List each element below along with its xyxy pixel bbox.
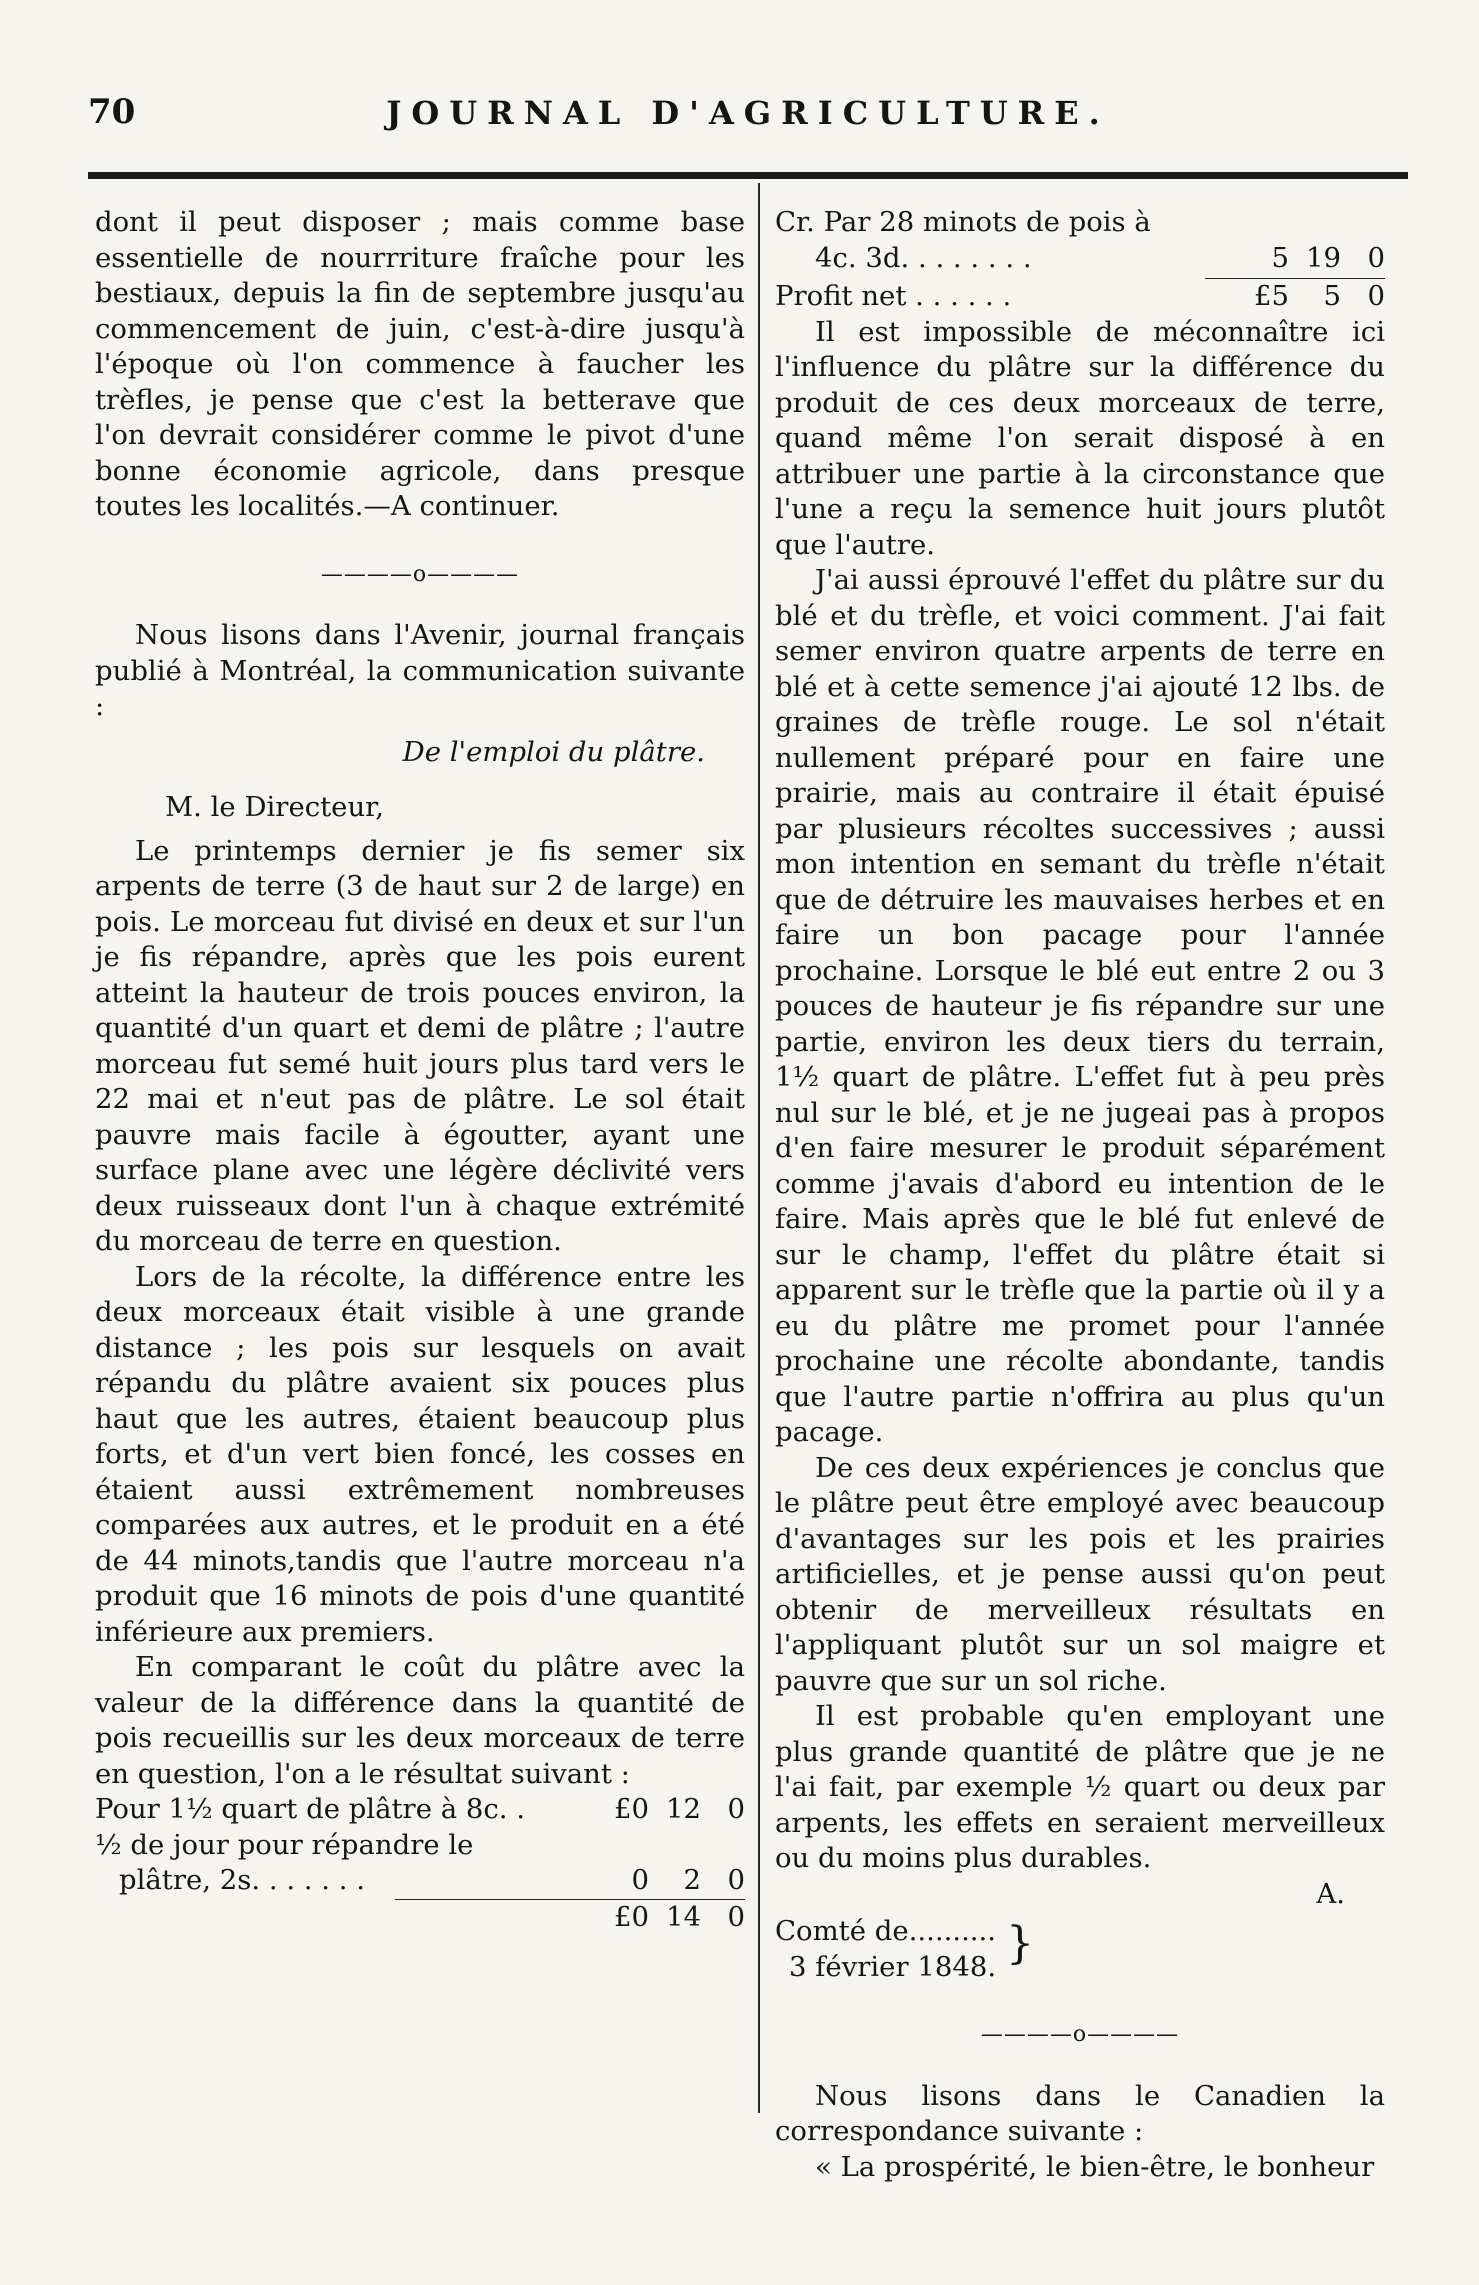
column-divider (758, 183, 760, 2113)
account-label: Cr. Par 28 minots de pois à (775, 206, 1151, 238)
page-header (88, 92, 1408, 148)
amount-shillings: 12 (666, 1793, 701, 1825)
account-label: Profit net . . . . . . (775, 280, 1012, 312)
amount-pounds: 5 (1271, 241, 1289, 274)
paragraph: De ces deux expériences je conclus que le plâtre peut être employé avec beaucoup d'avantages sur les pois et les prairies artificielles, et je pense aussi qu'on peut obtenir de merveilleux résultats en l'appliquant plutôt sur un sol maigre et pauvre que sur un sol riche. (775, 1451, 1385, 1697)
right-column (775, 205, 1385, 2185)
running-title: JOURNAL D'AGRICULTURE. (386, 94, 1110, 132)
brace-glyph: } (1006, 1918, 1035, 1969)
net-shillings: 5 (1323, 280, 1341, 312)
header-rule (88, 172, 1408, 179)
left-column (95, 205, 745, 1935)
total-shillings: 14 (666, 1900, 701, 1933)
account-label: 4c. 3d. . . . . . . . (815, 241, 1032, 274)
total-pence: 0 (727, 1900, 745, 1933)
total-pounds: £0 (614, 1900, 649, 1933)
account-table-credit (775, 205, 1385, 315)
account-label: plâtre, 2s. . . . . . . (119, 1864, 365, 1896)
salutation: M. le Directeur, (165, 791, 385, 823)
account-net-row (775, 279, 1385, 315)
dateline-date: 3 février 1848. (789, 1950, 997, 1983)
account-row (95, 1863, 745, 1899)
account-row (775, 205, 1385, 241)
account-table (95, 1792, 745, 1935)
amount-shillings: 2 (683, 1864, 701, 1896)
dateline-place: Comté de.......... (775, 1915, 997, 1947)
amount-pence: 0 (727, 1793, 745, 1825)
paragraph: Il est probable qu'en employant une plus grande quantité de plâtre que je ne l'ai fait, par exemple ½ quart ou deux par arpents, les effets en seraient merveilleux ou du moins plus durables. (775, 1700, 1385, 1874)
account-label: ½ de jour pour répandre le (95, 1828, 474, 1861)
paragraph: Il est impossible de méconnaître ici l'influence du plâtre sur la différence du produit de ces deux morceaux de terre, quand même l'on serait disposé à en attribuer une partie à la circonstance que l'une a reçu la semence huit jours plutôt que l'autre. (775, 315, 1385, 561)
page-number: 70 (88, 92, 136, 132)
net-pence: 0 (1367, 280, 1385, 312)
article-intro: Nous lisons dans l'Avenir, journal français publié à Montréal, la communication suivante : (95, 619, 745, 722)
article-intro: Nous lisons dans le Canadien la correspondance suivante : (775, 2079, 1385, 2147)
account-row (95, 1828, 745, 1864)
account-row (775, 241, 1385, 277)
account-row (95, 1792, 745, 1828)
section-separator: ————o———— (980, 2022, 1180, 2047)
signature: A. (1316, 1877, 1345, 1910)
account-total-row (395, 1899, 745, 1936)
paragraph: Le printemps dernier je fis semer six arpents de terre (3 de haut sur 2 de large) en pois. Le morceau fut divisé en deux et sur l'un je fis répandre, après que les pois eurent atteint la hauteur de trois pouces environ, la quantité d'un quart et demi de plâtre ; l'autre morceau fut semé huit jours plus tard vers le 22 mai et n'eut pas de plâtre. Le sol était pauvre mais facile à égoutter, ayant une surface plane avec une légère déclivité vers deux ruisseaux dont l'un à chaque extrémité du morceau de terre en question. (95, 834, 745, 1257)
amount-pence: 0 (727, 1864, 745, 1896)
paragraph: dont il peut disposer ; mais comme base essentielle de nourrriture fraîche pour les bestiaux, depuis la fin de septembre jusqu'au commencement de juin, c'est-à-dire jusqu'à l'époque où l'on commence à faucher les trèfles, je pense que c'est la betterave que l'on devrait considérer comme le pivot d'une bonne économie agricole, dans presque toutes les localités.—A continuer. (95, 206, 745, 522)
account-label: Pour 1½ quart de plâtre à 8c. . (95, 1793, 525, 1825)
amount-pounds: £0 (614, 1793, 649, 1825)
dateline (775, 1914, 1385, 1985)
amount-shillings: 19 (1306, 241, 1341, 274)
net-pounds: £5 (1254, 280, 1289, 312)
paragraph: Lors de la récolte, la différence entre les deux morceaux était visible à une grande distance ; les pois sur lesquels on avait répandu du plâtre avaient six pouces plus haut que les autres, étaient beaucoup plus forts, et d'un vert bien foncé, les cosses en étaient aussi extrêmement nombreuses comparées aux autres, et le produit en a été de 44 minots,tandis que l'autre morceau n'a produit que 16 minots de pois d'une quantité inférieure aux premiers. (95, 1260, 745, 1648)
quote-opening: « La prospérité, le bien-être, le bonheur (815, 2150, 1375, 2183)
paragraph: J'ai aussi éprouvé l'effet du plâtre sur du blé et du trèfle, et voici comment. J'ai fait semer environ quatre arpents de terre en blé et à cette semence j'ai ajouté 12 lbs. de graines de trèfle rouge. Le sol n'était nullement préparé pour en faire une prairie, mais au contraire il était épuisé par plusieurs récoltes successives ; aussi mon intention en semant du trèfle n'était que de détruire les mauvaises herbes et en faire un bon pacage pour l'année prochaine. Lorsque le blé eut entre 2 ou 3 pouces de hauteur je fis répandre sur une partie, environ les deux tiers du terrain, 1½ quart de plâtre. L'effet fut à peu près nul sur le blé, et je ne jugeai pas à propos d'en faire mesurer le produit séparément comme j'avais d'abord eu intention de le faire. Mais après que le blé fut enlevé de sur le champ, l'effet du plâtre était si apparent sur le trèfle que la partie où il y a eu du plâtre me promet pour l'année prochaine une récolte abondante, tandis que l'autre partie n'offrira au plus qu'un pacage. (775, 564, 1385, 1448)
paragraph: En comparant le coût du plâtre avec la valeur de la différence dans la quantité de pois recueillis sur les deux morceaux de terre en question, l'on a le résultat suivant : (95, 1651, 745, 1790)
article-subtitle: De l'emploi du plâtre. (402, 735, 705, 768)
amount-pounds: 0 (631, 1864, 649, 1896)
amount-pence: 0 (1367, 241, 1385, 274)
section-separator: ————o———— (320, 561, 520, 587)
